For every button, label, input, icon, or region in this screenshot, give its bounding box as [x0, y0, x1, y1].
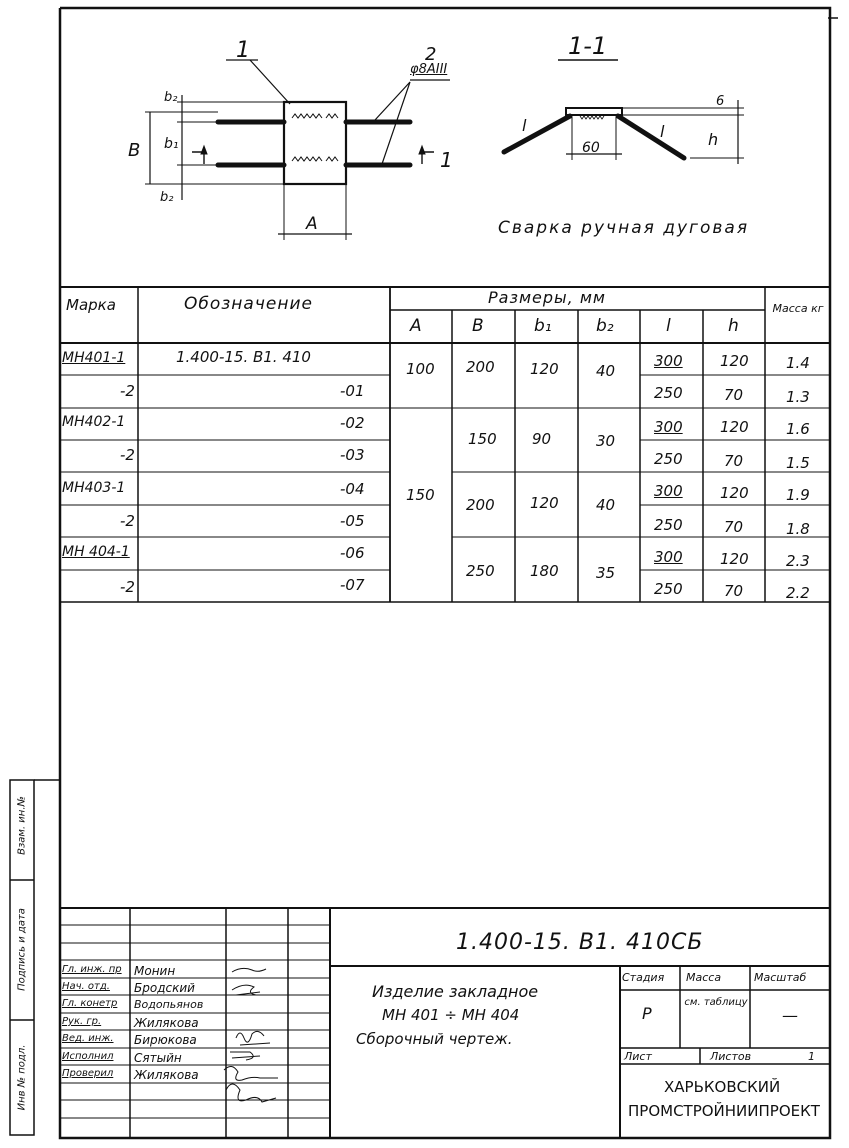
signer-role: Проверил	[62, 1068, 114, 1079]
signer-name: Бродский	[134, 981, 195, 995]
col-l: l	[666, 316, 671, 336]
dim-h: h	[708, 130, 719, 149]
cell-b1: 120	[530, 494, 559, 512]
dim-60: 60	[582, 140, 600, 156]
cell-b1: 120	[530, 360, 559, 378]
stadia-value: Р	[642, 1004, 652, 1023]
cell-b2: 40	[596, 496, 616, 514]
table-row-oboz: -05	[340, 512, 365, 530]
col-B: B	[472, 316, 484, 336]
callout-2-label: 2	[425, 44, 437, 65]
dim-l-left: l	[522, 116, 527, 135]
table-row-h: 70	[724, 582, 744, 600]
dim-B: B	[128, 140, 141, 161]
signer-role: Гл. инж. пр	[62, 964, 122, 975]
table-row-h: 70	[724, 386, 744, 404]
table-row-oboz: -04	[340, 480, 365, 498]
col-mass: Масса кг	[772, 302, 824, 315]
org-line-2: ПРОМСТРОЙНИИПРОЕКТ	[628, 1102, 820, 1120]
dim-6: 6	[716, 94, 725, 109]
table-row-mass: 1.5	[786, 454, 810, 472]
cell-b2: 40	[596, 362, 616, 380]
cell-B: 200	[466, 496, 495, 514]
table-row-l: 300	[654, 418, 683, 436]
cell-b1: 180	[530, 562, 559, 580]
table-row-l: 300	[654, 482, 683, 500]
signer-role: Нач. отд.	[62, 981, 110, 992]
plan-view	[145, 60, 450, 240]
list-label: Лист	[624, 1050, 652, 1063]
table-row-marka: -2	[120, 512, 135, 530]
col-h: h	[728, 316, 739, 336]
signer-name: Монин	[134, 964, 176, 978]
cell-b2: 30	[596, 432, 616, 450]
massa-value: см. таблицу	[684, 997, 748, 1008]
dim-l-right: l	[660, 122, 665, 141]
table-row-mass: 2.2	[786, 584, 810, 602]
table-row-mass: 2.3	[786, 552, 810, 570]
cell-B: 250	[466, 562, 495, 580]
table-row-marka: МН402-1	[62, 414, 126, 430]
signer-name: Жилякова	[134, 1068, 199, 1082]
signer-role: Гл. конетр	[62, 998, 118, 1009]
table-row-marka: -2	[120, 446, 135, 464]
col-marka: Марка	[66, 296, 116, 314]
side-stamp-podpis: Подпись и дата	[16, 908, 28, 991]
cell-b1: 90	[532, 430, 552, 448]
table-row-oboz: -07	[340, 576, 365, 594]
table-row-l: 300	[654, 548, 683, 566]
title-line-3: Сборочный чертеж.	[356, 1030, 513, 1048]
table-row-h: 70	[724, 518, 744, 536]
table-row-oboz: -03	[340, 446, 365, 464]
dim-b2-bottom: b₂	[160, 190, 174, 205]
cell-b2: 35	[596, 564, 616, 582]
table-row-mass: 1.8	[786, 520, 810, 538]
table-row-l: 250	[654, 580, 683, 598]
col-b2: b₂	[596, 316, 614, 336]
table-row-marka: -2	[120, 382, 135, 400]
doc-code: 1.400-15. В1. 410СБ	[456, 930, 704, 955]
sheet-frame	[60, 8, 838, 1138]
signer-name: Водопьянов	[134, 998, 204, 1011]
table-row-oboz: -01	[340, 382, 365, 400]
title-line-1: Изделие закладное	[372, 982, 539, 1001]
signatures	[224, 968, 278, 1102]
table-row-h: 120	[720, 484, 749, 502]
org-line-1: ХАРЬКОВСКИЙ	[664, 1078, 781, 1096]
section-title: 1-1	[568, 32, 608, 60]
col-b1: b₁	[534, 316, 552, 336]
table-row-l: 250	[654, 384, 683, 402]
signer-name: Сятыйн	[134, 1051, 182, 1065]
col-oboznachenie: Обозначение	[184, 294, 313, 314]
cell-B: 200	[466, 358, 495, 376]
table-row-h: 120	[720, 418, 749, 436]
table-grid	[60, 287, 830, 602]
table-row-l: 250	[654, 516, 683, 534]
section-mark: 1	[440, 148, 453, 172]
cell-A-group-1: 100	[406, 360, 435, 378]
cell-B: 150	[468, 430, 497, 448]
table-row-mass: 1.4	[786, 354, 810, 372]
weld-note: Сварка ручная дуговая	[498, 218, 750, 238]
title-line-2: МН 401 ÷ МН 404	[382, 1006, 520, 1024]
dim-b2-top: b₂	[164, 90, 178, 105]
masshtab-label: Масштаб	[754, 971, 807, 984]
masshtab-value: —	[782, 1006, 798, 1025]
signer-role: Исполнил	[62, 1051, 114, 1062]
table-row-oboz: -02	[340, 414, 365, 432]
signer-role: Рук. гр.	[62, 1016, 102, 1027]
col-A: A	[410, 316, 422, 336]
table-row-mass: 1.3	[786, 388, 810, 406]
table-row-mass: 1.6	[786, 420, 810, 438]
table-row-h: 70	[724, 452, 744, 470]
signer-name: Бирюкова	[134, 1033, 197, 1047]
signer-role: Вед. инж.	[62, 1033, 114, 1044]
listov-label: Листов	[710, 1050, 752, 1063]
table-row-marka: -2	[120, 578, 135, 596]
dim-b1: b₁	[164, 136, 179, 152]
col-sizes: Размеры, мм	[488, 288, 606, 307]
listov-value: 1	[808, 1050, 815, 1063]
table-row-l: 250	[654, 450, 683, 468]
stadia-label: Стадия	[622, 971, 665, 984]
table-row-marka: МН 404-1	[62, 544, 130, 560]
rebar-spec: φ8AIII	[410, 62, 448, 77]
dim-A: A	[306, 214, 318, 234]
table-row-h: 120	[720, 352, 749, 370]
signer-name: Жилякова	[134, 1016, 199, 1030]
cell-A-group-2: 150	[406, 486, 435, 504]
table-row-h: 120	[720, 550, 749, 568]
table-row-oboz: -06	[340, 544, 365, 562]
table-row-marka: МН401-1	[62, 350, 126, 366]
side-stamp-vzam: Взам. ин.№	[16, 796, 28, 855]
table-row-l: 300	[654, 352, 683, 370]
side-stamp-inv: Инв № подл.	[16, 1044, 28, 1111]
massa-label: Масса	[686, 971, 722, 984]
table-row-mass: 1.9	[786, 486, 810, 504]
table-row-oboz: 1.400-15. В1. 410	[176, 348, 311, 366]
table-row-marka: МН403-1	[62, 480, 126, 496]
callout-1-label: 1	[236, 38, 250, 63]
